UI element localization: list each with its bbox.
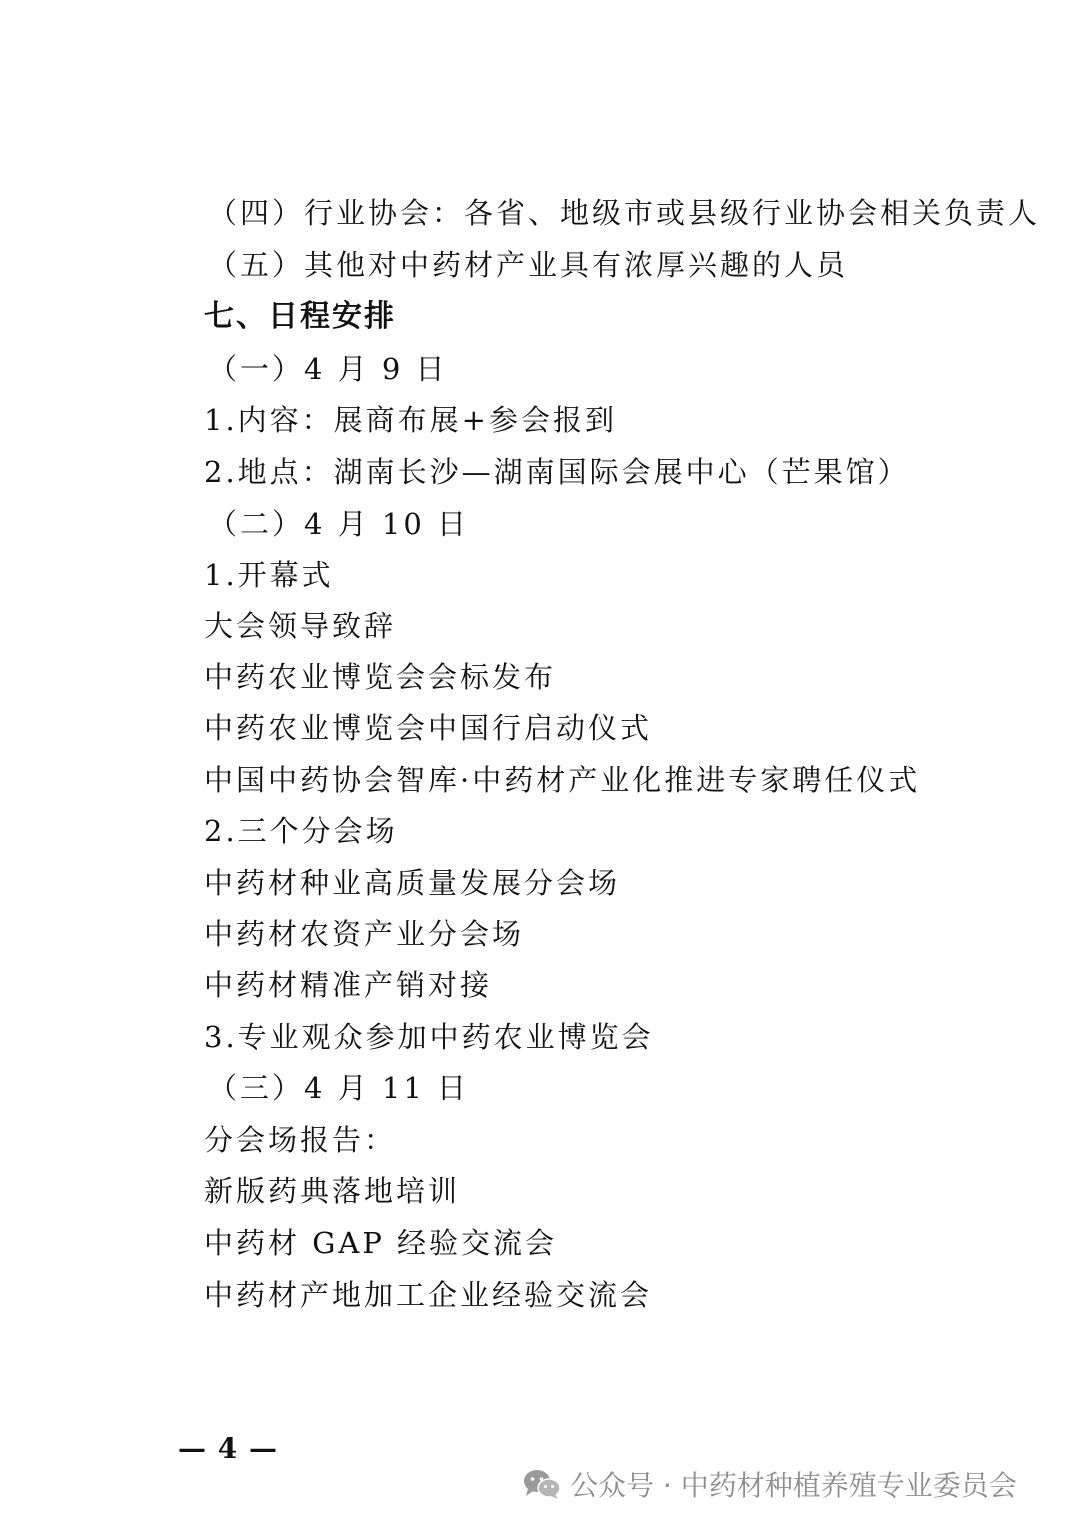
day2-subitem: 中药材种业高质量发展分会场 xyxy=(204,866,621,900)
day3-subitem: 中药材产地加工企业经验交流会 xyxy=(204,1278,653,1312)
day-heading-1: （一）4 月 9 日 xyxy=(208,352,448,386)
day3-subitem: 中药材 GAP 经验交流会 xyxy=(204,1226,558,1260)
page-number: — 4 — xyxy=(178,1432,278,1465)
day2-subitem: 中药农业博览会中国行启动仪式 xyxy=(204,711,653,745)
day2-subitem: 大会领导致辞 xyxy=(204,609,397,643)
day2-subitem: 中国中药协会智库·中药材产业化推进专家聘任仪式 xyxy=(204,763,921,797)
attendee-category-5: （五）其他对中药材产业具有浓厚兴趣的人员 xyxy=(208,248,849,282)
watermark-text: 公众号 · 中药材种植养殖专业委员会 xyxy=(570,1469,1017,1502)
watermark xyxy=(522,1462,1017,1506)
day3-subitem: 新版药典落地培训 xyxy=(204,1174,461,1208)
day2-subitem: 中药农业博览会会标发布 xyxy=(204,660,557,694)
day-heading-2: （二）4 月 10 日 xyxy=(208,507,470,541)
day2-item-audience: 3.专业观众参加中药农业博览会 xyxy=(204,1020,654,1054)
section-heading-schedule: 七、日程安排 xyxy=(204,299,396,334)
day1-location: 2.地点：湖南长沙—湖南国际会展中心（芒果馆） xyxy=(204,455,910,489)
day2-item-opening: 1.开幕式 xyxy=(204,558,334,592)
day1-content: 1.内容：展商布展+参会报到 xyxy=(204,403,617,437)
wechat-icon xyxy=(522,1467,562,1501)
day-heading-3: （三）4 月 11 日 xyxy=(208,1071,470,1105)
day2-item-subvenues: 2.三个分会场 xyxy=(204,814,398,848)
day2-subitem: 中药材精准产销对接 xyxy=(204,968,493,1002)
attendee-category-4: （四）行业协会：各省、地级市或县级行业协会相关负责人 xyxy=(208,196,1041,230)
day2-subitem: 中药材农资产业分会场 xyxy=(204,917,525,951)
day3-reports-label: 分会场报告： xyxy=(204,1123,397,1157)
